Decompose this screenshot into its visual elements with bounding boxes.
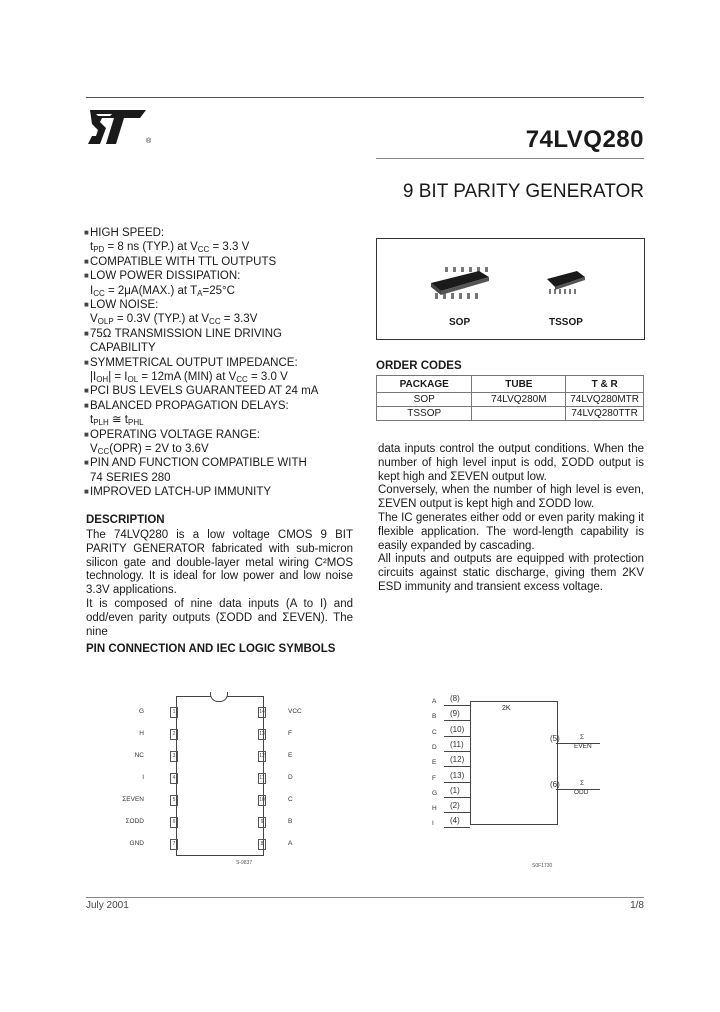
title-rule [376,158,644,159]
tssop-label: TSSOP [549,317,583,328]
bullet-icon: ■ [84,256,89,266]
iec-input-label: B [432,713,437,721]
dip-right-pin-label: E [288,752,293,759]
iec-input-pin: (2) [450,801,460,811]
feature-line: $V_{OLP} = 0.3V$ (TYP.) at $V_{CC} = 3.3V$ [90,313,258,327]
feature-line: $t_{PLH}$ ≅ $t_{PHL}$ [90,414,144,428]
feature-line: SYMMETRICAL OUTPUT IMPEDANCE: [90,356,298,369]
feature-line: $|I_{OH}| = I_{OL} = 12mA$ (MIN) at $V_{CC} = 3.0$ V [90,371,288,384]
dip-left-pin-number: 2 [170,729,178,740]
bullet-icon: ■ [84,271,89,281]
dip-right-pin-number: 8 [258,839,266,850]
table-cell [472,407,566,421]
dip-left-pin-label: ΣEVEN [122,796,144,803]
iec-input-pin: (13) [450,770,465,780]
iec-input-pin: (9) [450,709,460,719]
bullet-icon: ■ [84,386,89,396]
dip-left-pin-label: G [138,708,144,715]
iec-input-label: D [432,743,437,751]
part-number: 74LVQ280 [525,126,644,153]
iec-input-pin: (1) [450,785,460,795]
dip-body [176,696,264,856]
subtitle: 9 BIT PARITY GENERATOR [402,181,644,202]
feature-item [84,384,360,398]
dip-right-pin-label: F [288,730,292,737]
feature-item [84,485,360,499]
bullet-icon: ■ [84,328,89,338]
dip-left-pin-label: ΣODD [125,818,144,825]
iec-input-pin: (4) [450,816,460,826]
feature-line: HIGH SPEED: [90,227,165,239]
dip-right-pin-number: 9 [258,817,266,828]
dip-left-pin-number: 5 [170,795,178,806]
dip-caption: S-9837 [236,860,253,866]
iec-out2-pin: (6) [550,780,560,789]
iec-input-label: E [432,759,437,767]
iec-input-label: H [432,805,437,813]
feature-line: $I_{CC} = 2\mu A(MAX.)$ at $T_A=25^\circ C$ [90,284,235,298]
table-cell: 74LVQ280TTR [566,407,644,421]
tssop-chip-icon [543,265,589,297]
description-left-text: The 74LVQ280 is a low voltage CMOS 9 BIT PARITY GENERATOR fabricated with sub-micron silicon gate and double-layer metal wiring C²MOS technology. It is ideal for low power and low noise 3.3V applications. It is composed of nine data inputs (A to I) and odd/even parity outputs (ΣODD and ΣEVEN). The nine [86,529,353,638]
feature-line: LOW NOISE: [90,299,159,311]
feature-line: BALANCED PROPAGATION DELAYS: [90,399,289,412]
feature-line: LOW POWER DISSIPATION: [90,270,241,283]
bullet-icon: ■ [84,458,89,468]
feature-line: 74 SERIES 280 [90,471,171,484]
iec-input-line [444,812,470,813]
dip-right-pin-number: 14 [258,707,266,718]
iec-input-pin: (8) [450,694,460,703]
dip-right-pin-label: C [288,796,293,803]
iec-input-line [444,751,470,752]
iec-out1-label: EVEN [574,743,592,750]
table-cell: 74LVQ280MTR [566,393,644,407]
package-box [376,238,645,340]
table-row [377,407,644,421]
iec-input-pin: (10) [450,724,465,734]
bullet-icon: ■ [84,228,89,237]
footer-rule [86,897,644,898]
header-tr: T & R [566,376,644,393]
bullet-icon: ■ [84,429,89,439]
dip-right-pin-label: B [288,818,293,825]
table-row [377,393,644,407]
iec-block [470,701,558,825]
feature-item [84,356,360,388]
description-title: DESCRIPTION [86,514,165,526]
table-cell: TSSOP [377,407,472,421]
bullet-icon: ■ [84,487,89,497]
feature-item [84,226,360,258]
iec-diagram [420,693,600,883]
feature-item [84,269,360,301]
dip-left-pin-number: 3 [170,751,178,762]
iec-out2-sym: Σ [580,780,585,787]
dip-left-pin-number: 1 [170,707,178,718]
iec-input-line [444,705,470,706]
dip-left-pin-number: 6 [170,817,178,828]
iec-input-label: F [432,774,436,782]
bullet-icon: ■ [84,300,89,309]
feature-line: $t_{PD} = 8$ ns (TYP.) at $V_{CC} = 3.3$ V [90,241,250,255]
feature-line: OPERATING VOLTAGE RANGE: [90,428,260,441]
iec-input-label: G [432,789,438,797]
sop-label: SOP [449,317,471,328]
top-rule [86,97,644,98]
feature-line: IMPROVED LATCH-UP IMMUNITY [90,486,272,499]
dip-right-pin-label: D [288,774,293,781]
order-codes-header-row [377,376,644,393]
dip-right-pin-number: 13 [258,729,266,740]
feature-line: PIN AND FUNCTION COMPATIBLE WITH [90,457,307,470]
dip-left-pin-number: 7 [170,839,178,850]
dip-diagram [122,690,320,880]
iec-input-line [444,766,470,767]
iec-caption: S0F1730 [532,863,553,869]
pin-section-title: PIN CONNECTION AND IEC LOGIC SYMBOLS [86,643,336,655]
feature-item [84,428,360,460]
feature-line: PCI BUS LEVELS GUARANTEED AT 24 mA [90,385,319,398]
iec-input-label: C [432,728,437,736]
iec-input-pin: (12) [450,755,465,765]
feature-line: $V_{CC}(OPR) = 2V$ to 3.6V [90,443,209,456]
feature-item [84,399,360,431]
feature-item [84,255,360,269]
order-codes-table [376,375,644,421]
header-tube: TUBE [472,376,566,393]
footer-date: July 2001 [86,900,129,911]
dip-right-pin-number: 10 [258,795,266,806]
feature-item [84,298,360,330]
order-codes-title: ORDER CODES [376,360,462,372]
iec-input-line [444,736,470,737]
dip-left-pin-number: 4 [170,773,178,784]
table-cell: SOP [377,393,472,407]
registered-mark: ® [146,138,152,145]
footer-page: 1/8 [630,900,644,911]
iec-input-line [444,782,470,783]
iec-out1-pin: (5) [550,734,560,743]
dip-right-pin-number: 11 [258,773,266,784]
dip-left-pin-label: H [139,730,144,737]
feature-line: CAPABILITY [90,342,156,355]
dip-left-pin-label: GND [129,840,144,847]
iec-input-line [444,827,470,828]
feature-line: 75Ω TRANSMISSION LINE DRIVING [90,327,282,340]
iec-out2-label: ODD [574,789,589,796]
bullet-icon: ■ [84,400,89,410]
iec-block-label: 2K [502,705,511,712]
feature-item [84,327,360,356]
iec-out1-sym: Σ [580,734,585,741]
dip-left-pin-label: I [142,774,144,781]
iec-input-label: A [432,698,437,705]
dip-right-pin-number: 12 [258,751,266,762]
sop-chip-icon [427,263,493,303]
iec-input-line [444,797,470,798]
iec-input-label: I [432,820,434,828]
st-logo-icon [86,106,150,148]
iec-input-line [444,720,470,721]
header-package: PACKAGE [377,376,472,393]
dip-left-pin-label: NC [134,752,144,759]
table-cell: 74LVQ280M [472,393,566,407]
st-logo [86,106,150,148]
iec-input-pin: (11) [450,739,464,749]
description-right-text: data inputs control the output conditions. When the number of high level input is odd, ΣODD output is kept high and ΣEVEN output low. Conversely, when the number of high level is even, ΣEVEN output is kept high and ΣODD low. The IC generates either odd or even parity making it flexible application. The word-length capability is easily expanded by cascading. All inputs and outputs are equipped with protection circuits against static discharge, giving them 2KV ESD immunity and transient excess voltage. [378,443,644,593]
feature-item [84,456,360,485]
dip-right-pin-label: VCC [288,708,302,715]
feature-line: COMPATIBLE WITH TTL OUTPUTS [90,255,277,268]
bullet-icon: ■ [84,357,89,367]
dip-right-pin-label: A [288,840,293,847]
